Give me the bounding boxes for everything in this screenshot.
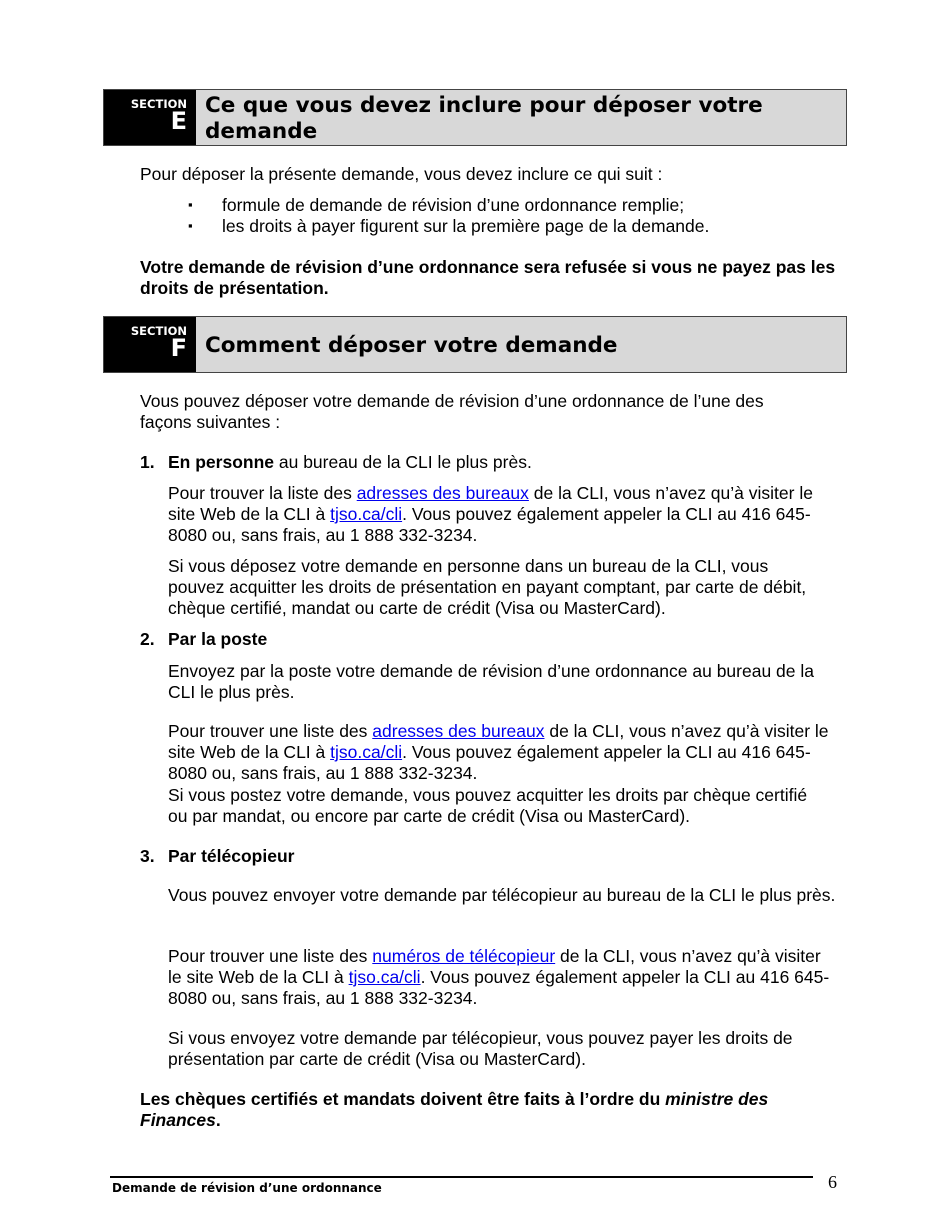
section-e-title: Ce que vous devez inclure pour déposer votre demande bbox=[205, 93, 763, 144]
text-run-italic: ministre des Finances bbox=[140, 1089, 769, 1130]
text-run: de la CLI, vous n’avez qu’à visiter le site Web de la CLI à bbox=[168, 946, 821, 987]
item-2-heading: Par la poste bbox=[168, 629, 268, 649]
item-3-paragraph-1: Vous pouvez envoyer votre demande par télécopieur au bureau de la CLI le plus près. bbox=[168, 885, 836, 905]
text-run: . Vous pouvez également appeler la CLI au 416 645-8080 ou, sans frais, au 1 888 332-3234. bbox=[168, 967, 830, 1008]
section-e-bullet-2: les droits à payer figurent sur la première page de la demande. bbox=[222, 216, 710, 236]
item-3-paragraph-3: Si vous envoyez votre demande par télécopieur, vous pouvez payer les droits de présentation par carte de crédit (Visa ou MasterCard). bbox=[168, 1028, 793, 1069]
text-run: Les chèques certifiés et mandats doivent être faits à l’ordre du bbox=[140, 1089, 666, 1109]
footer-divider bbox=[110, 1176, 813, 1178]
text-run: . Vous pouvez également appeler la CLI au 416 645-8080 ou, sans frais, au 1 888 332-3234. bbox=[168, 504, 811, 545]
item-3-paragraph-2 bbox=[168, 946, 833, 1009]
bullet-icon: ▪ bbox=[188, 197, 193, 212]
item-3-number: 3. bbox=[140, 846, 155, 866]
item-2-paragraph-1: Envoyez par la poste votre demande de révision d’une ordonnance au bureau de la CLI le plus près. bbox=[168, 661, 814, 702]
text-run: Pour trouver la liste des bbox=[168, 483, 357, 503]
section-e-intro: Pour déposer la présente demande, vous devez inclure ce qui suit : bbox=[140, 164, 663, 184]
text-run: Pour trouver une liste des bbox=[168, 946, 373, 966]
section-f-title: Comment déposer votre demande bbox=[205, 333, 618, 358]
fax-numbers-link[interactable]: numéros de télécopieur bbox=[372, 946, 556, 966]
page-number: 6 bbox=[828, 1172, 837, 1192]
section-e-tag-letter: E bbox=[170, 107, 187, 135]
section-e-bullet-1: formule de demande de révision d’une ordonnance remplie; bbox=[222, 195, 685, 215]
item-2-paragraph-3: Si vous postez votre demande, vous pouvez acquitter les droits par chèque certifié ou par mandat, ou encore par carte de crédit (Visa ou MasterCard). bbox=[168, 785, 808, 826]
footer-title: Demande de révision d’une ordonnance bbox=[112, 1181, 382, 1195]
offices-address-link[interactable]: adresses des bureaux bbox=[356, 483, 529, 503]
text-run: Pour trouver une liste des bbox=[168, 721, 373, 741]
text-run: de la CLI, vous n’avez qu’à visiter le site Web de la CLI à bbox=[168, 483, 813, 524]
item-1-number: 1. bbox=[140, 452, 155, 472]
section-e-warning: Votre demande de révision d’une ordonnance sera refusée si vous ne payez pas les droits de présentation. bbox=[140, 257, 836, 298]
bullet-icon: ▪ bbox=[188, 218, 193, 233]
item-1-paragraph-1 bbox=[168, 483, 843, 546]
item-3-heading: Par télécopieur bbox=[168, 846, 295, 866]
section-e-tag-word: SECTION bbox=[130, 97, 187, 111]
item-2-number: 2. bbox=[140, 629, 155, 649]
text-run: de la CLI, vous n’avez qu’à visiter le site Web de la CLI à bbox=[168, 721, 829, 762]
offices-address-link[interactable]: adresses des bureaux bbox=[372, 721, 545, 741]
section-e-header bbox=[103, 89, 847, 146]
item-1-paragraph-2: Si vous déposez votre demande en personne dans un bureau de la CLI, vous pouvez acquitter les droits de présentation en payant comptant, par carte de débit, chèque certifié, mandat ou carte de crédit (Visa ou MasterCard). bbox=[168, 556, 807, 618]
tjso-website-link[interactable]: tjso.ca/cli bbox=[348, 967, 421, 987]
item-1-heading-bold: En personne bbox=[168, 452, 274, 472]
section-f-intro: Vous pouvez déposer votre demande de révision d’une ordonnance de l’une des façons suivantes : bbox=[140, 391, 764, 432]
tjso-website-link[interactable]: tjso.ca/cli bbox=[330, 504, 403, 524]
item-1-heading-rest: au bureau de la CLI le plus près. bbox=[274, 452, 532, 472]
section-f-header bbox=[103, 316, 847, 373]
item-2-paragraph-2 bbox=[168, 721, 833, 784]
section-e-tag bbox=[104, 90, 196, 145]
closing-note bbox=[140, 1089, 820, 1131]
section-f-tag-word: SECTION bbox=[130, 324, 187, 338]
text-run: . bbox=[215, 1110, 221, 1130]
section-f-tag-letter: F bbox=[170, 334, 187, 362]
item-1-heading bbox=[168, 452, 848, 473]
section-f-tag bbox=[104, 317, 196, 372]
tjso-website-link[interactable]: tjso.ca/cli bbox=[330, 742, 403, 762]
text-run: . Vous pouvez également appeler la CLI au 416 645-8080 ou, sans frais, au 1 888 332-3234. bbox=[168, 742, 811, 783]
